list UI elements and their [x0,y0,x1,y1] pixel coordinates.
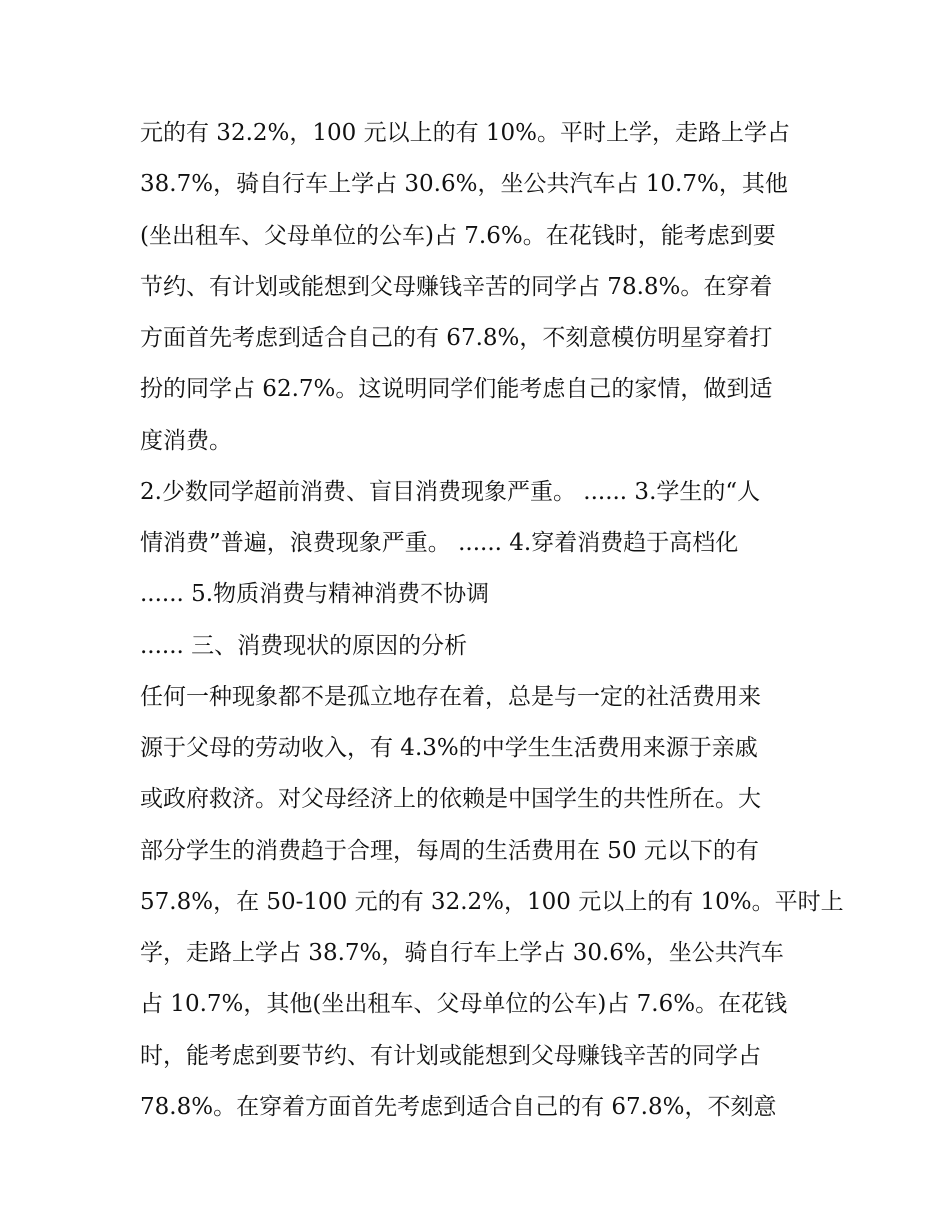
text-line: 扮的同学占 62.7%。这说明同学们能考虑自己的家情，做到适 [140,376,773,403]
text-line: 源于父母的劳动收入，有 4.3%的中学生生活费用来源于亲戚 [140,735,758,761]
section-heading-line: ...... 三、消费现状的原因的分析 [140,632,468,659]
text-line: 度消费。 [140,427,232,454]
text-line: ...... 5.物质消费与精神消费不协调 [140,581,490,608]
text-line: 任何一种现象都不是孤立地存在着，总是与一定的社活费用来 [140,683,761,710]
text-line: 元的有 32.2%，100 元以上的有 10%。平时上学，走路上学占 [140,120,791,146]
body-text [140,108,844,1133]
text-line: 方面首先考虑到适合自己的有 67.8%，不刻意模仿明星穿着打 [140,325,773,351]
text-line: 学，走路上学占 38.7%，骑自行车上学占 30.6%，坐公共汽车 [140,940,784,966]
text-line: 57.8%，在 50-100 元的有 32.2%，100 元以上的有 10%。平时上 [140,888,844,915]
text-line: 占 10.7%，其他(坐出租车、父母单位的公车)占 7.6%。在花钱 [140,991,788,1018]
text-line: 或政府救济。对父母经济上的依赖是中国学生的共性所在。大 [140,786,761,813]
text-line: 部分学生的消费趋于合理，每周的生活费用在 50 元以下的有 [140,837,759,864]
text-line: 节约、有计划或能想到父母赚钱辛苦的同学占 78.8%。在穿着 [140,273,773,300]
text-line: 时，能考虑到要节约、有计划或能想到父母赚钱辛苦的同学占 [140,1042,761,1069]
text-line: (坐出租车、父母单位的公车)占 7.6%。在花钱时，能考虑到要 [140,222,776,249]
text-line: 情消费”普遍，浪费现象严重。 ...... 4.穿着消费趋于高档化 [140,530,739,556]
text-line: 2.少数同学超前消费、盲目消费现象严重。 ...... 3.学生的“人 [140,478,761,505]
text-line: 78.8%。在穿着方面首先考虑到适合自己的有 67.8%，不刻意 [140,1093,777,1120]
text-line: 38.7%，骑自行车上学占 30.6%，坐公共汽车占 10.7%，其他 [140,171,788,198]
